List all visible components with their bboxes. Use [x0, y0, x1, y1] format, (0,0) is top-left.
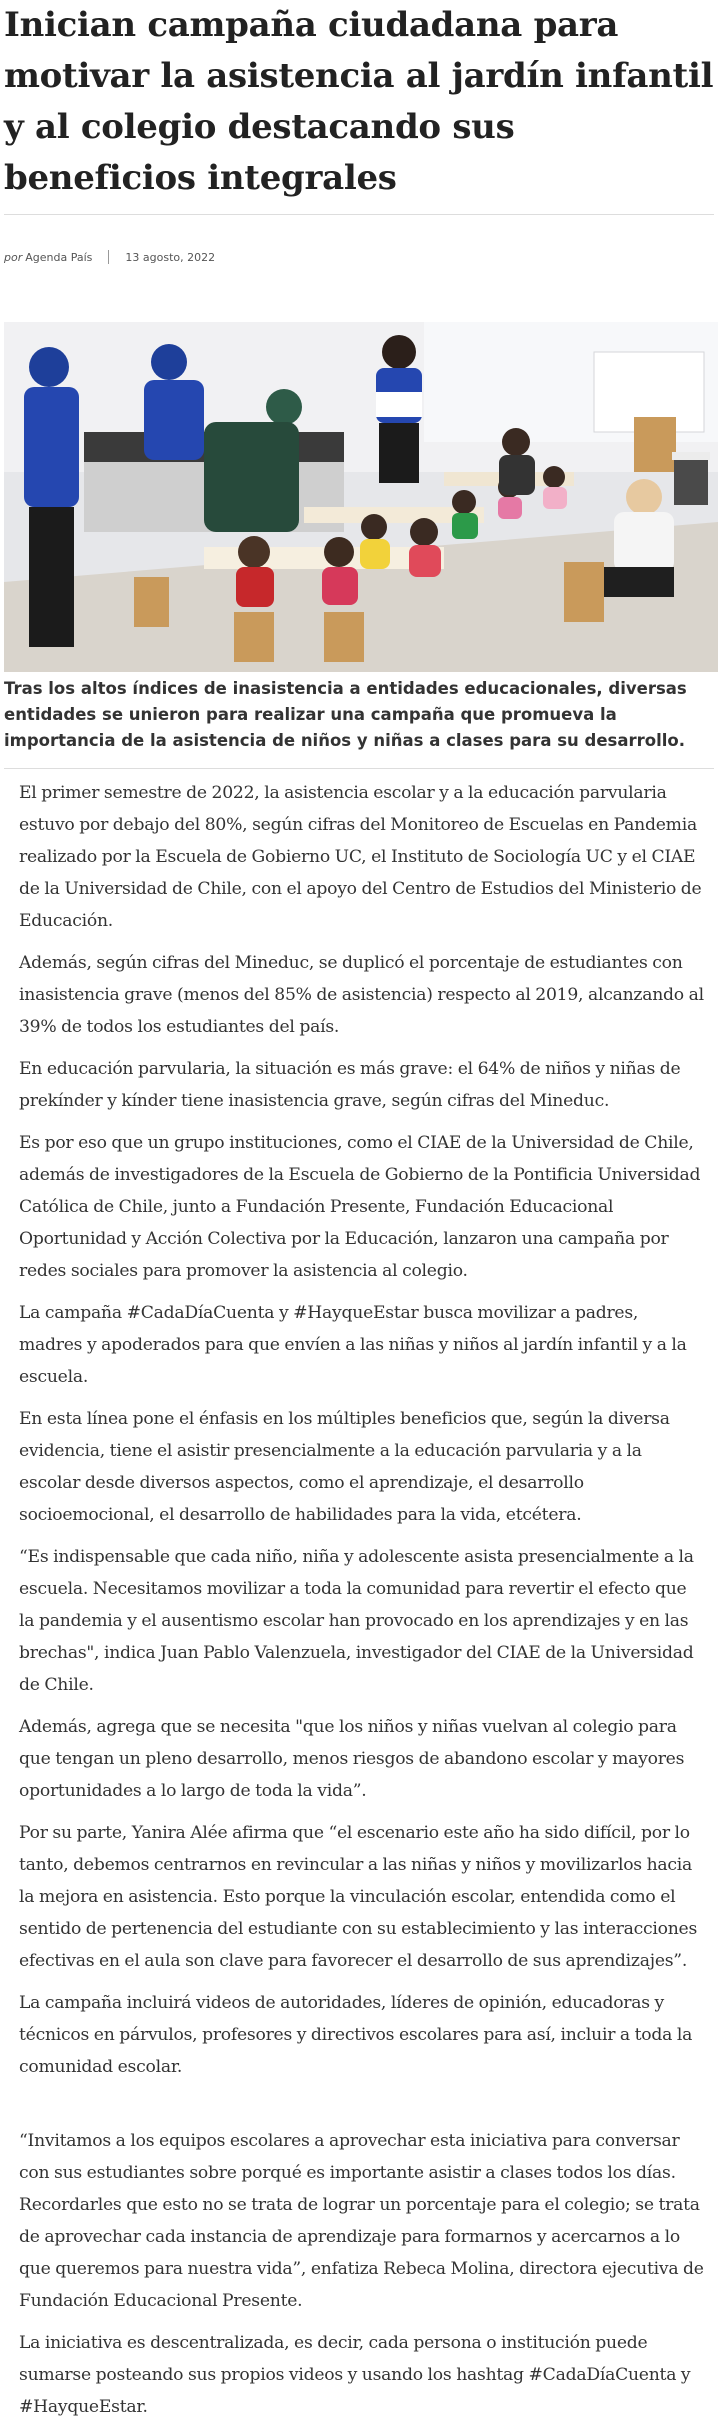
paragraph: Además, agrega que se necesita "que los niños y niñas vuelvan al colegio para que tengan un pleno desarrollo, menos riesgos de abandono escolar y mayores oportunidades a lo largo de toda la vida”.: [19, 1717, 685, 1801]
byline: [4, 237, 714, 277]
article-headline: Inician campaña ciudadana para motivar la asistencia al jardín infantil y al colegio destacando sus beneficios integrales: [4, 5, 714, 198]
paragraph: Por su parte, Yanira Alée afirma que “el escenario este año ha sido difícil, por lo tanto, debemos centrarnos en revincular a las niñas y niños y movilizarlos hacia la mejora en asistencia. Esto porque la vinculación escolar, entendida como el sentido de pertenencia del estudiante con su establecimiento y las interacciones efectivas en el aula son clave para favorecer el desarrollo de sus aprendizajes”.: [19, 1823, 698, 1971]
paragraph: La iniciativa es descentralizada, es decir, cada persona o institución puede sumarse posteando sus propios videos y usando los hashtag #CadaDíaCuenta y #HayqueEstar.: [19, 2333, 691, 2417]
headline-divider: [4, 214, 714, 215]
paragraph: La campaña #CadaDíaCuenta y #HayqueEstar busca movilizar a padres, madres y apoderados para que envíen a las niñas y niños al jardín infantil y a la escuela.: [19, 1303, 687, 1387]
paragraph: En esta línea pone el énfasis en los múltiples beneficios que, según la diversa evidencia, tiene el asistir presencialmente a la educación parvularia y a la escolar desde diversos aspectos, como el aprendizaje, el desarrollo socioemocional, el desarrollo de habilidades para la vida, etcétera.: [19, 1409, 670, 1525]
paragraph: Es por eso que un grupo instituciones, como el CIAE de la Universidad de Chile, además de investigadores de la Escuela de Gobierno de la Pontificia Universidad Católica de Chile, junto a Fundación Presente, Fundación Educacional Oportunidad y Acción Colectiva por la Educación, lanzaron una campaña por redes sociales para promover la asistencia al colegio.: [19, 1133, 701, 1281]
featured-figure: [4, 322, 714, 754]
paragraph: “Es indispensable que cada niño, niña y adolescente asista presencialmente a la escuela. Necesitamos movilizar a toda la comunidad para revertir el efecto que la pandemia y el ausentismo escolar han provocado en los aprendizajes y en las brechas", indica Juan Pablo Valenzuela, investigador del CIAE de la Universidad de Chile.: [19, 1547, 694, 1695]
paragraph: En educación parvularia, la situación es más grave: el 64% de niños y niñas de prekínder y kínder tiene inasistencia grave, según cifras del Mineduc.: [19, 1059, 681, 1111]
paragraph: “Invitamos a los equipos escolares a aprovechar esta iniciativa para conversar con sus estudiantes sobre porqué es importante asistir a clases todos los días. Recordarles que esto no se trata de lograr un porcentaje para el colegio; se trata de aprovechar cada instancia de aprendizaje para formarnos y acercarnos a lo que queremos para nuestra vida”, enfatiza Rebeca Molina, directora ejecutiva de Fundación Educacional Presente.: [19, 2131, 704, 2311]
paragraph: El primer semestre de 2022, la asistencia escolar y a la educación parvularia estuvo por debajo del 80%, según cifras del Monitoreo de Escuelas en Pandemia realizado por la Escuela de Gobierno UC, el Instituto de Sociología UC y el CIAE de la Universidad de Chile, con el apoyo del Centro de Estudios del Ministerio de Educación.: [19, 783, 702, 931]
paragraph: Además, según cifras del Mineduc, se duplicó el porcentaje de estudiantes con inasistencia grave (menos del 85% de asistencia) respecto al 2019, alcanzando al 39% de todos los estudiantes del país.: [19, 953, 704, 1037]
author-link[interactable]: Agenda País: [25, 250, 93, 264]
classroom-photo: [4, 322, 718, 672]
article-body: [4, 769, 714, 2423]
byline-prefix: por: [4, 250, 23, 264]
publish-date: 13 agosto, 2022: [125, 250, 216, 264]
paragraph: La campaña incluirá videos de autoridades, líderes de opinión, educadoras y técnicos en párvulos, profesores y directivos escolares para así, incluir a toda la comunidad escolar.: [19, 1993, 693, 2077]
byline-separator: [108, 250, 109, 264]
image-caption: Tras los altos índices de inasistencia a entidades educacionales, diversas entidades se unieron para realizar una campaña que promueva la importancia de la asistencia de niños y niñas a clases para su desarrollo.: [4, 679, 687, 750]
